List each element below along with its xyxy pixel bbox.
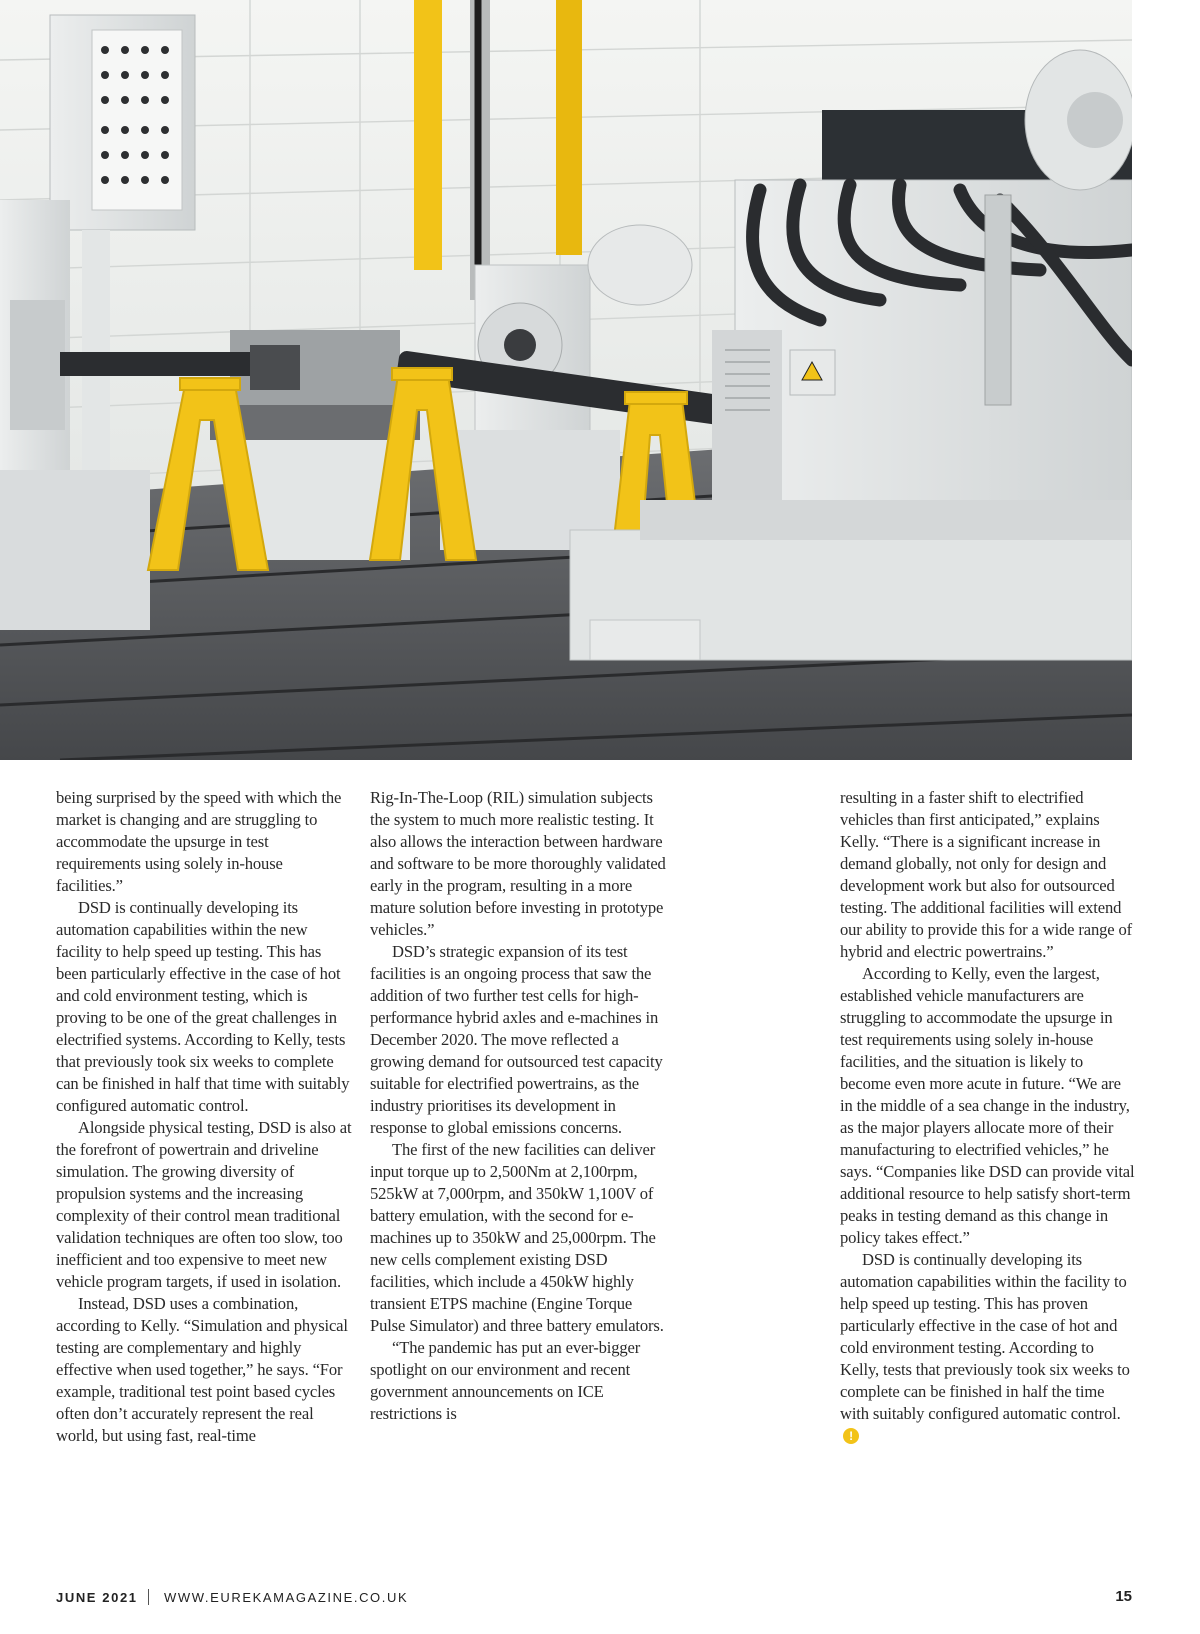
paragraph: According to Kelly, even the largest, established vehicle manufacturers are struggling to accommodate the upsurge in test requirements using solely in-house facilities, and the situation is likely to become even more acute in future. “We are in the middle of a sea change in the industry, as the major players allocate more of their manufacturing to electrified vehicles,” he says. “Companies like DSD can provide vital additional resource to help satisfy short-term peaks in testing demand as this change in policy takes effect.” <box>840 964 1135 1247</box>
article-end-icon: ! <box>843 1428 859 1444</box>
paragraph: The first of the new facilities can deliver input torque up to 2,500Nm at 2,100rpm, 525kW at 7,000rpm, and 350kW 1,100V of battery emulation, with the second for e-machines up to 350kW and 25,000rpm. The new cells complement existing DSD facilities, which include a 450kW highly transient ETPS machine (Engine Torque Pulse Simulator) and three battery emulators. <box>370 1140 664 1335</box>
paragraph: Rig-In-The-Loop (RIL) simulation subjects the system to much more realistic testing. It also allows the interaction between hardware and software to be more thoroughly validated early in the program, resulting in a more mature solution before investing in prototype vehicles.” <box>370 788 666 939</box>
footer-divider <box>148 1589 149 1605</box>
article-column-1 <box>56 787 352 1447</box>
issue-date: JUNE 2021 <box>56 1590 138 1605</box>
paragraph: “The pandemic has put an ever-bigger spotlight on our environment and recent government announcements on ICE restrictions is <box>370 1338 641 1423</box>
page-footer <box>56 1590 1132 1610</box>
article-column-3 <box>840 787 1136 1447</box>
paragraph: DSD is continually developing its automation capabilities within the new facility to help speed up testing. This has been particularly effective in the case of hot and cold environment testing, which is proving to be one of the great challenges in electrified systems. According to Kelly, tests that previously took six weeks to complete can be finished in half that time with suitably configured automatic control. <box>56 898 350 1115</box>
paragraph: being surprised by the speed with which the market is changing and are struggling to accommodate the upsurge in test requirements using solely in-house facilities.” <box>56 788 342 895</box>
paragraph: resulting in a faster shift to electrified vehicles than first anticipated,” explains Kelly. “There is a significant increase in demand globally, not only for design and development work but also for outsourced testing. The additional facilities will extend our ability to provide this for a wide range of hybrid and electric powertrains.” <box>840 788 1133 961</box>
paragraph-text: DSD is continually developing its automation capabilities within the facility to help speed up testing. This has proven particularly effective in the case of hot and cold environment testing. According to Kelly, tests that previously took six weeks to complete can be finished in half the time with suitably configured automatic control. <box>840 1250 1130 1423</box>
paragraph: Alongside physical testing, DSD is also at the forefront of powertrain and driveline simulation. The growing diversity of propulsion systems and the increasing complexity of their control mean traditional validation techniques are often too slow, too inefficient and too expensive to meet new vehicle program targets, if used in isolation. <box>56 1118 352 1291</box>
paragraph: Instead, DSD uses a combination, according to Kelly. “Simulation and physical testing are complementary and highly effective when used together,” he says. “For example, traditional test point based cycles often don’t accurately represent the real world, but using fast, real-time <box>56 1294 348 1445</box>
article-column-2 <box>370 787 666 1425</box>
test-cell-illustration <box>0 0 1132 760</box>
paragraph <box>840 1249 1136 1447</box>
paragraph: DSD’s strategic expansion of its test facilities is an ongoing process that saw the addition of two further test cells for high-performance hybrid axles and e-machines in December 2020. The move reflected a growing demand for outsourced test capacity suitable for electrified powertrains, as the industry prioritises its development in response to global emissions concerns. <box>370 942 663 1137</box>
hero-photo <box>0 0 1132 760</box>
page-number: 15 <box>1115 1588 1132 1605</box>
website-link[interactable]: WWW.EUREKAMAGAZINE.CO.UK <box>164 1590 409 1605</box>
